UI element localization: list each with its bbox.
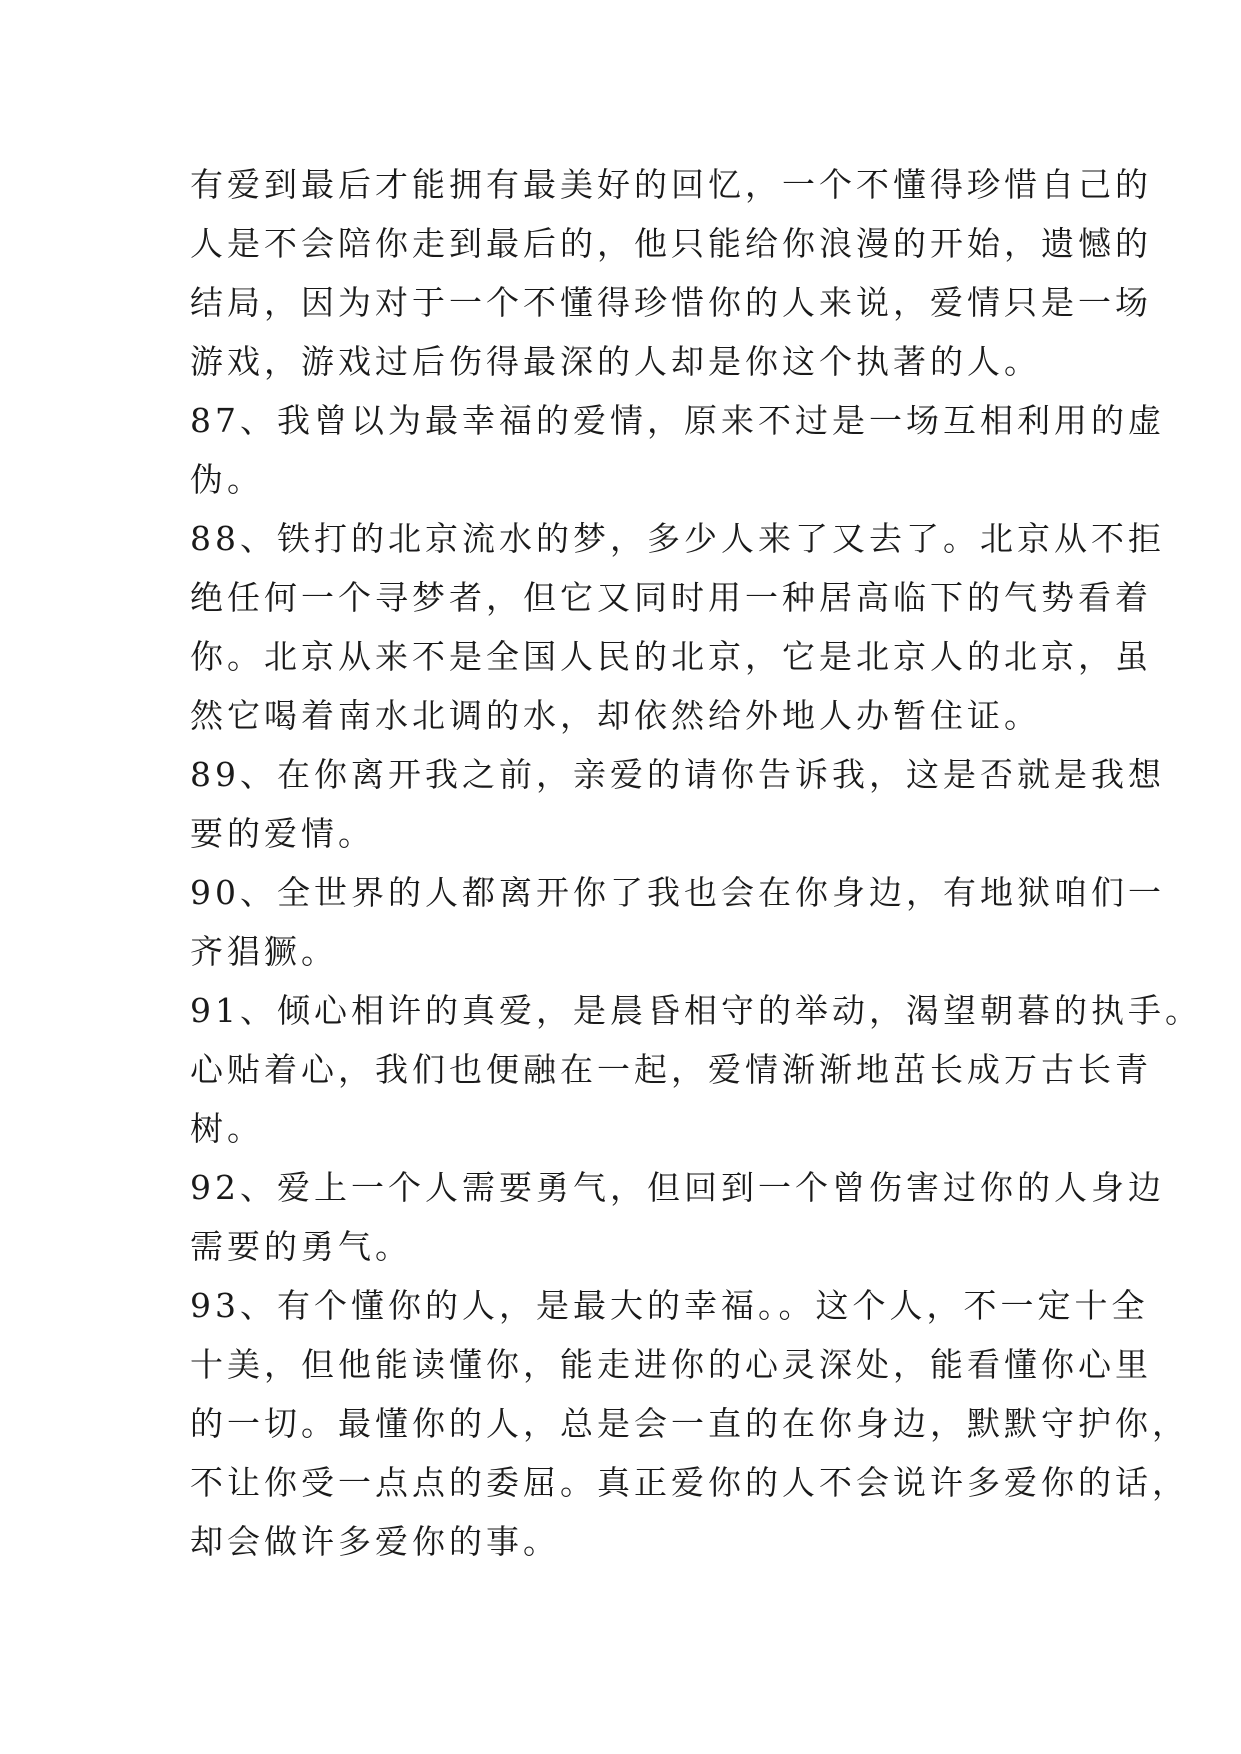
text-line: 心贴着心，我们也便融在一起，爱情渐渐地茁长成万古长青 xyxy=(190,1050,1152,1089)
text-line: 90、全世界的人都离开你了我也会在你身边，有地狱咱们一 xyxy=(190,873,1165,912)
text-line: 伪。 xyxy=(190,460,264,499)
text-line: 的一切。最懂你的人，总是会一直的在你身边，默默守护你， xyxy=(190,1404,1189,1443)
text-line: 人是不会陪你走到最后的，他只能给你浪漫的开始，遗憾的 xyxy=(190,224,1152,263)
text-line: 93、有个懂你的人，是最大的幸福。。这个人，不一定十全 xyxy=(190,1286,1149,1325)
text-line: 树。 xyxy=(190,1109,264,1148)
document-body xyxy=(190,155,1202,1571)
text-line: 游戏，游戏过后伤得最深的人却是你这个执著的人。 xyxy=(190,342,1041,381)
text-line: 却会做许多爱你的事。 xyxy=(190,1522,560,1561)
text-line: 91、倾心相许的真爱，是晨昏相守的举动，渴望朝暮的执手。 xyxy=(190,991,1202,1030)
text-line: 需要的勇气。 xyxy=(190,1227,412,1266)
text-line: 齐猖獗。 xyxy=(190,932,338,971)
text-line: 你。北京从来不是全国人民的北京，它是北京人的北京，虽 xyxy=(190,637,1152,676)
text-line: 有爱到最后才能拥有最美好的回忆，一个不懂得珍惜自己的 xyxy=(190,165,1152,204)
text-line: 绝任何一个寻梦者，但它又同时用一种居高临下的气势看着 xyxy=(190,578,1152,617)
text-line: 87、我曾以为最幸福的爱情，原来不过是一场互相利用的虚 xyxy=(190,401,1165,440)
text-line: 结局，因为对于一个不懂得珍惜你的人来说，爱情只是一场 xyxy=(190,283,1152,322)
text-line: 十美，但他能读懂你，能走进你的心灵深处，能看懂你心里 xyxy=(190,1345,1152,1384)
text-line: 88、铁打的北京流水的梦，多少人来了又去了。北京从不拒 xyxy=(190,519,1165,558)
text-line: 89、在你离开我之前，亲爱的请你告诉我，这是否就是我想 xyxy=(190,755,1165,794)
text-line: 要的爱情。 xyxy=(190,814,375,853)
text-line: 92、爱上一个人需要勇气，但回到一个曾伤害过你的人身边 xyxy=(190,1168,1165,1207)
text-line: 然它喝着南水北调的水，却依然给外地人办暂住证。 xyxy=(190,696,1041,735)
text-line: 不让你受一点点的委屈。真正爱你的人不会说许多爱你的话， xyxy=(190,1463,1189,1502)
